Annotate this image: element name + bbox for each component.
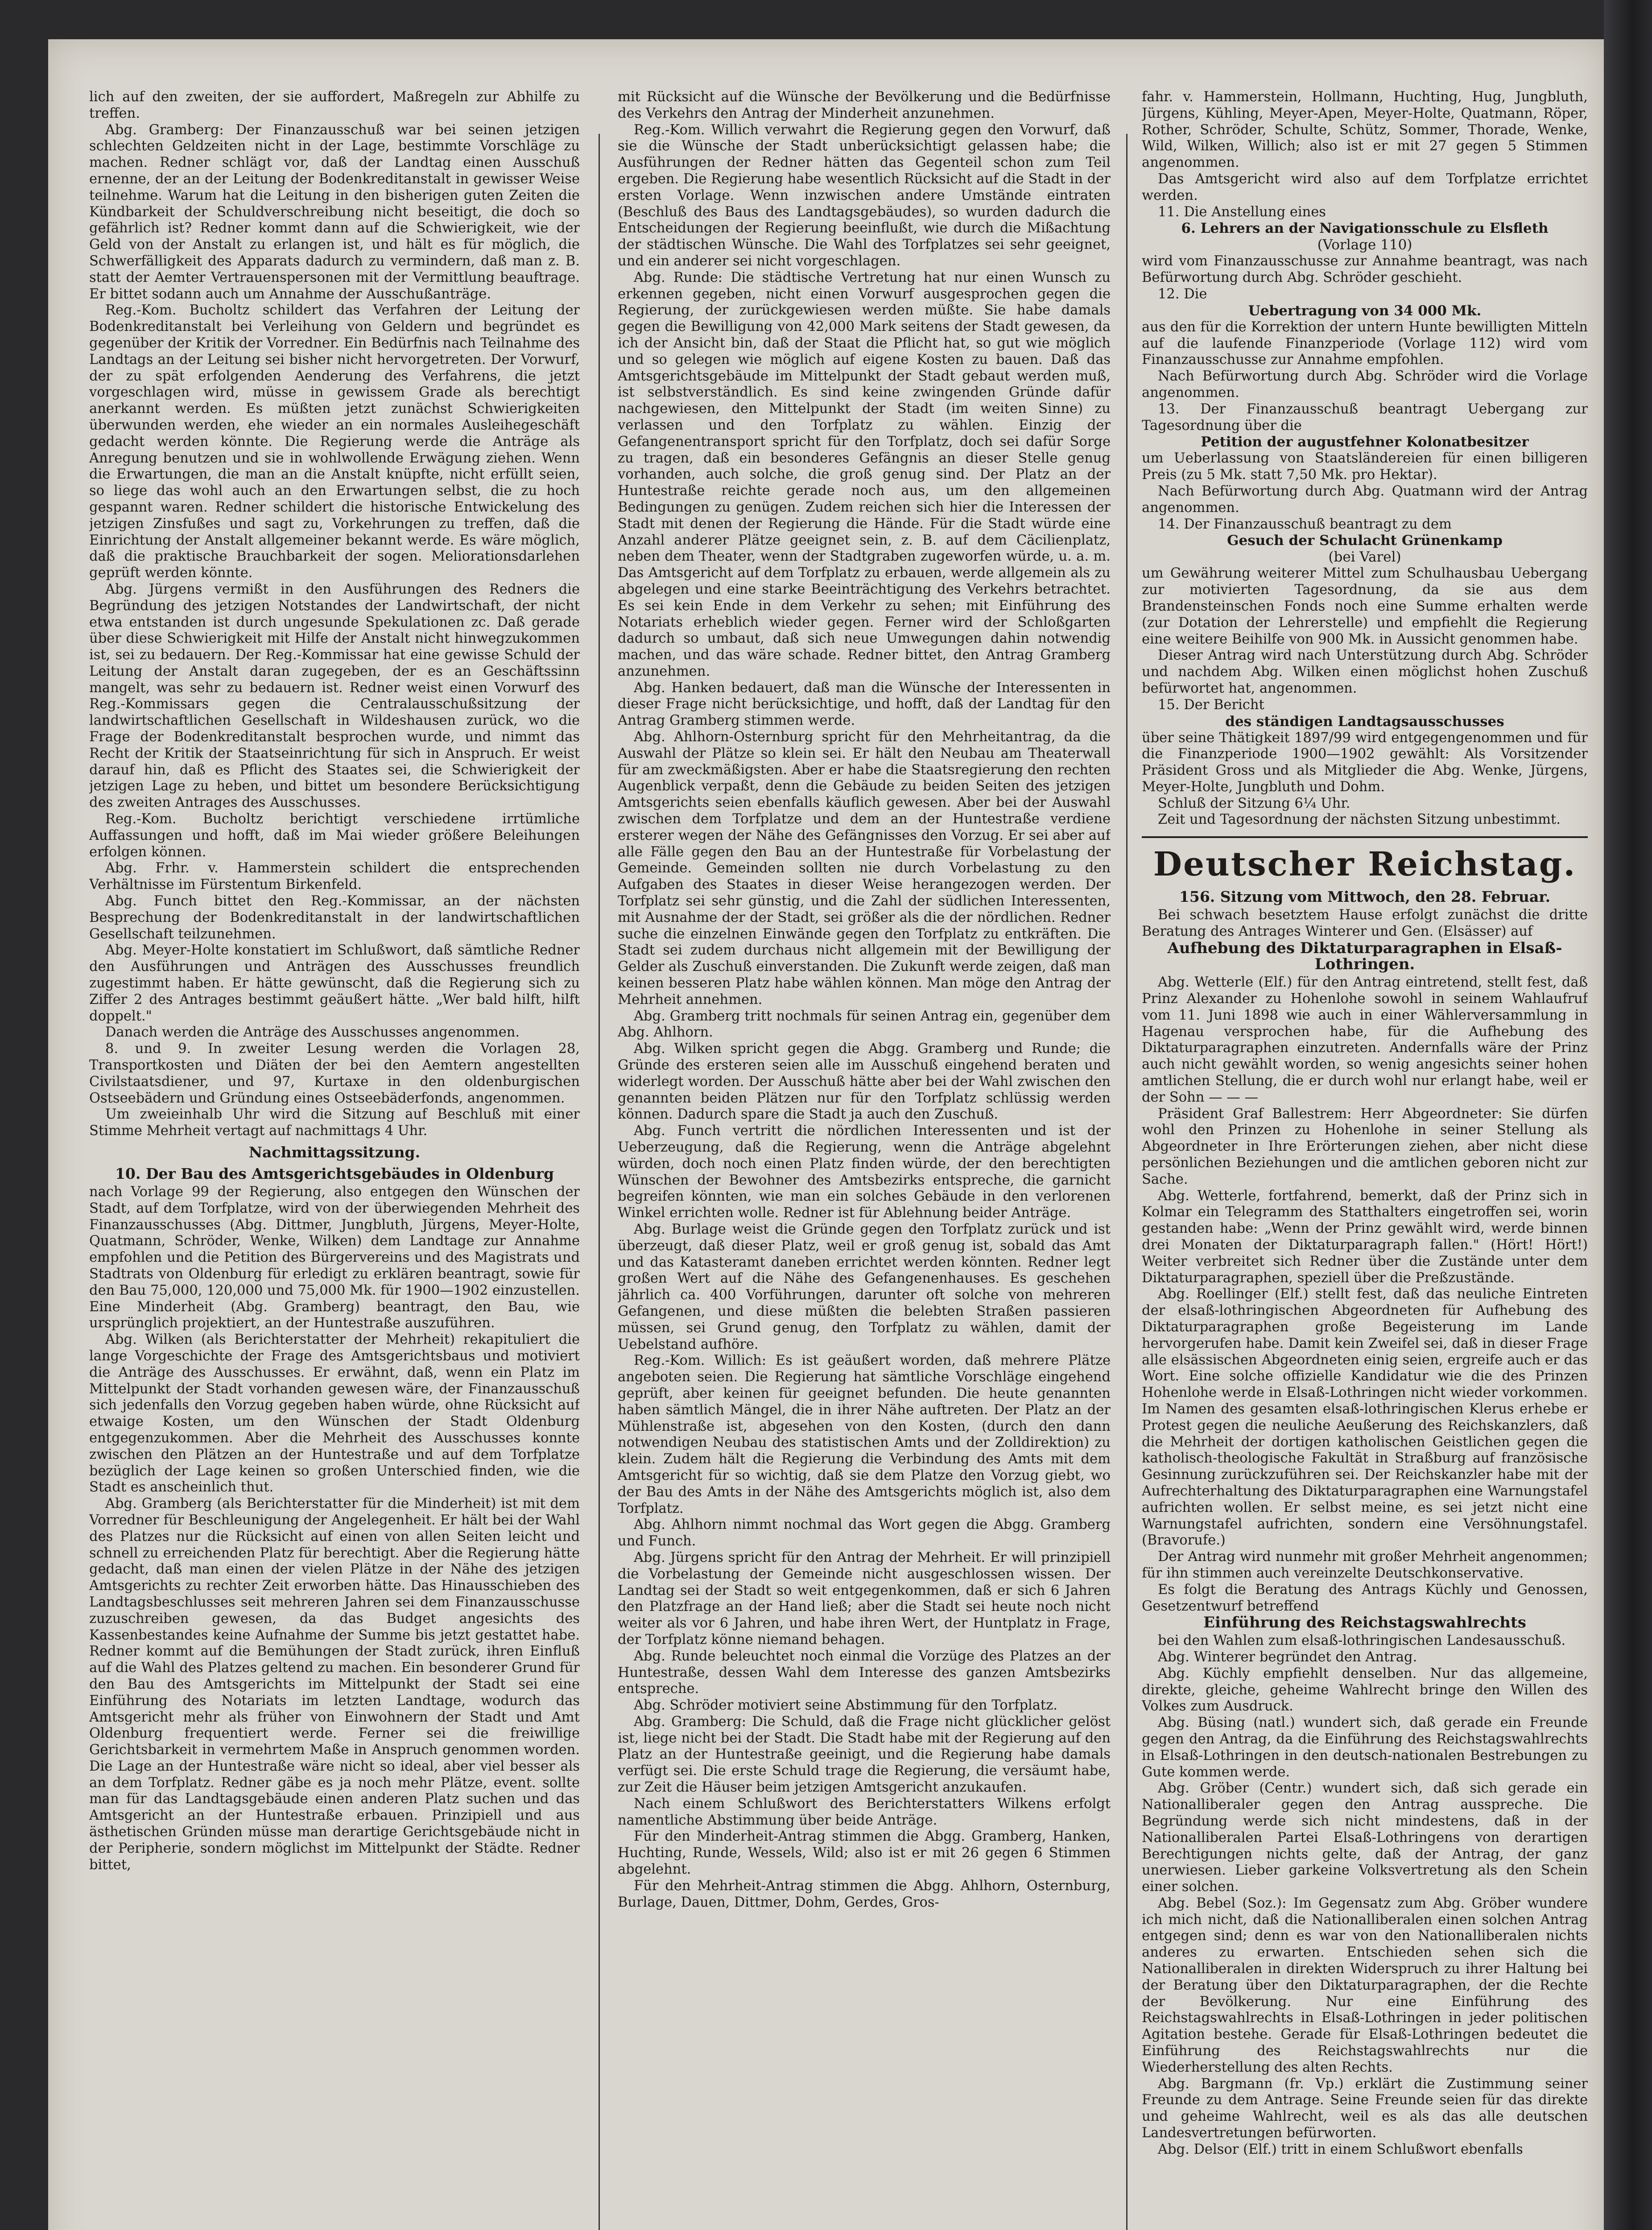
- paragraph: Präsident Graf Ballestrem: Herr Abgeordneter: Sie dürfen wohl den Prinzen zu Hohenlohe in seiner Stellung als Abgeordneter in Ihre Erörterungen ziehen, aber nicht diese persönlichen Beziehungen und die amtlichen geboren nicht zur Sache.: [1142, 1106, 1588, 1187]
- item-heading-committee: des ständigen Landtagsausschusses: [1225, 713, 1504, 730]
- paragraph: Für den Minderheit-Antrag stimmen die Abgg. Gramberg, Hanken, Huchting, Runde, Wessels, Wild; also ist er mit 26 gegen 6 Stimmen abgelehnt.: [618, 1829, 1111, 1878]
- paragraph: aus den für die Korrektion der untern Hunte bewilligten Mitteln auf die laufende Finanzperiode (Vorlage 112) wird vom Finanzausschusse zur Annahme empfohlen.: [1142, 319, 1588, 368]
- paragraph: Abg. Gramberg (als Berichterstatter für die Minderheit) ist mit dem Vorredner für Beschleunigung der Angelegenheit. Er hält bei der Wahl des Platzes nur die Rücksicht auf einen von allen Seiten leicht und schnell zu erreichenden Platz für berechtigt. Aber die Regierung hätte gedacht, daß man einen der vielen Plätze in der Nähe des jetzigen Amtsgerichts zu rechter Zeit erworben hätte. Das Hinausschieben des Landtagsbeschlusses seit mehreren Jahren sei dem Finanzausschusse zuzuschreiben gewesen, da das Budget angesichts des Kassenbestandes keine Aufnahme der Summe bis jetzt gestattet habe. Redner kommt auf die Bemühungen der Stadt zurück, ihren Einfluß auf die Wahl des Platzes geltend zu machen. Ein besonderer Grund für den Bau des Amtsgerichts im Mittelpunkt der Stadt sei eine Einführung des Notariats im letzten Landtage, wodurch das Amtsgericht mehr als früher von Einwohnern der Stadt und Amt Oldenburg frequentiert werde. Ferner sei die freiwillige Gerichtsbarkeit in vermehrtem Maße in Anspruch genommen worden. Die Lage an der Huntestraße wäre nicht so ideal, aber viel besser als an dem Torfplatz. Redner gäbe es ja noch mehr Plätze, event. sollte man für das Landtagsgebäude einen anderen Platz suchen und das Amtsgericht an der Huntestraße erbauen. Prinzipiell und aus ästhetischen Gründen müsse man derartige Gerichtsgebäude nicht in der Peripherie, sondern möglichst im Mittelpunkt der Städte. Redner bittet,: [89, 1496, 580, 1873]
- paragraph: Abg. Bebel (Soz.): Im Gegensatz zum Abg. Gröber wundere ich mich nicht, daß die Nationalliberalen einen solchen Antrag entgegen sind; denn es war von den Nationalliberalen nichts anderes zu erwarten. Entschieden sehen sich die Nationalliberalen in direkten Widerspruch zu ihrer Haltung bei der Beratung über den Diktaturparagraphen, der die Rechte der Bevölkerung. Nur eine Einführung des Reichstagswahlrechts in Elsaß-Lothringen in jeder politischen Agitation bestehe. Gerade für Elsaß-Lothringen bedeutet die Einführung des Reichstagswahlrechts nur die Wiederherstellung des alten Rechts.: [1142, 1895, 1588, 2075]
- paragraph: Für den Mehrheit-Antrag stimmen die Abgg. Ahlhorn, Osternburg, Burlage, Dauen, Dittmer, Dohm, Gerdes, Gros-: [618, 1878, 1111, 1910]
- paragraph: 13. Der Finanzausschuß beantragt Uebergang zur Tagesordnung über die: [1142, 401, 1588, 434]
- paragraph: Reg.-Kom. Bucholtz schildert das Verfahren der Leitung der Bodenkreditanstalt bei Verleihung von Geldern und begründet es gegenüber der Kritik der Vorredner. Ein Bedürfnis nach Teilnahme des Landtags an der Leitung sei bisher nicht hervorgetreten. Der Vorwurf, der zu spät erfolgenden Aenderung des Verfahrens, die jetzt vorgeschlagen wird, müsse in gewissem Grade als berechtigt anerkannt werden. Es müßten jetzt zunächst Schwierigkeiten überwunden werden, ehe wieder an ein normales Ausleihegeschäft gedacht werden könnte. Die Regierung werde die Anträge als Anregung benutzen und sie in wohlwollende Erwägung ziehen. Wenn die Erwartungen, die man an die Anstalt knüpfte, nicht erfüllt seien, so liege das wohl auch an den Erwartungen selbst, die zu hoch gespannt waren. Redner schildert die historische Entwickelung des jetzigen Zinsfußes und sagt zu, Vorkehrungen zu treffen, daß die Einrichtung der Anstalt allgemeiner bekannt werde. Es wäre möglich, daß die praktische Brauchbarkeit der sogen. Meliorationsdarlehen geprüft werden könnte.: [89, 302, 580, 581]
- paragraph: Abg. Winterer begründet den Antrag.: [1158, 1649, 1417, 1665]
- paragraph: Zeit und Tagesordnung der nächsten Sitzung unbestimmt.: [1158, 812, 1561, 828]
- section-heading-afternoon: Nachmittagssitzung.: [248, 1144, 421, 1161]
- paragraph: über seine Thätigkeit 1897/99 wird entgegengenommen und für die Finanzperiode 1900—1902 gewählt: Als Vorsitzender Präsident Gross und als Mitglieder die Abg. Wenke, Jürgens, Meyer-Holte, Jungbluth und Dohm.: [1142, 730, 1588, 795]
- paragraph: Dieser Antrag wird nach Unterstützung durch Abg. Schröder und nachdem Abg. Wilken einen möglichst hohen Zuschuß befürwortet hat, angenommen.: [1142, 648, 1588, 696]
- paragraph: Abg. Bargmann (fr. Vp.) erklärt die Zustimmung seiner Freunde zu dem Antrage. Seine Freunde seien für das direkte und geheime Wahlrecht, weil es als das alle deutschen Landesvertretungen befürworten.: [1142, 2076, 1588, 2141]
- paragraph: 11. Die Anstellung eines: [1158, 204, 1326, 220]
- paragraph: 15. Der Bericht: [1158, 697, 1264, 713]
- paragraph: Abg. Burlage weist die Gründe gegen den Torfplatz zurück und ist überzeugt, daß dieser Platz, weil er groß genug ist, sobald das Amt und das Katasteramt daneben errichtet werden könnten. Redner legt großen Wert auf die Nähe des Gefangenenhauses. Es geschehen jährlich ca. 400 Vorführungen, darunter oft solche von mehreren Gefangenen, und diese müßten die belebten Straßen passieren müssen, sei Grund genug, den Torfplatz zu wählen, damit der Uebelstand aufhöre.: [618, 1221, 1111, 1352]
- paragraph: 14. Der Finanzausschuß beantragt zu dem: [1158, 516, 1452, 532]
- paragraph: Bei schwach besetztem Hause erfolgt zunächst die dritte Beratung des Antrages Winterer und Gen. (Elsässer) auf: [1142, 907, 1588, 939]
- paragraph: Abg. Funch vertritt die nördlichen Interessenten und ist der Ueberzeugung, daß die Regierung, wenn die Anträge abgelehnt würden, doch noch einen Platz finden würde, der den berechtigten Wünschen der Bewohner des Amtsbezirks entspreche, die garnicht begreifen könnten, wie man ein solches Gebäude in den verlorenen Winkel errichten wolle. Redner ist für Ablehnung beider Anträge.: [618, 1123, 1111, 1221]
- paragraph: Schluß der Sitzung 6¼ Uhr.: [1158, 795, 1351, 811]
- item-heading-transfer: Uebertragung von 34 000 Mk.: [1248, 302, 1482, 319]
- section-heading-courthouse: 10. Der Bau des Amtsgerichtsgebäudes in Oldenburg: [115, 1165, 554, 1182]
- paragraph: Reg.-Kom. Willich verwahrt die Regierung gegen den Vorwurf, daß sie die Wünsche der Stadt unberücksichtigt gelassen habe; die Ausführungen der Redner hätten das Gegenteil schon zum Teil ergeben. Die Regierung habe wesentlich Rücksicht auf die Stadt in der ersten Vorlage. Wenn inzwischen andere Umstände eintraten (Beschluß des Baus des Landtagsgebäudes), so wurden dadurch die Entscheidungen der Regierung beeinflußt, wie durch die Mißachtung der städtischen Wünsche. Die Wahl des Torfplatzes sei sehr geeignet, und ein anderer sei nicht vorgeschlagen.: [618, 122, 1111, 269]
- paragraph: Abg. Jürgens vermißt in den Ausführungen des Redners die Begründung des jetzigen Notstandes der Landwirtschaft, der nicht etwa entstanden ist durch ungesunde Spekulationen zc. Daß gerade über diese Schwierigkeit mit Hilfe der Anstalt nicht hinwegzukommen ist, sei zu bedauern. Der Reg.-Kommissar hat eine gewisse Schuld der Leitung der Anstalt daran zugegeben, der es an Geschäftssinn mangelt, was sehr zu bedauern ist. Redner weist einen Vorwurf des Reg.-Kommissars gegen die Centralausschußsitzung der landwirtschaftlichen Gesellschaft in Wildeshausen zurück, wo die Frage der Bodenkreditanstalt besprochen wurde, und nimmt das Recht der Kritik der Staatseinrichtung für sich in Anspruch. Er weist darauf hin, daß es Pflicht des Staates sei, die Schwierigkeit der jetzigen Lage zu heben, und bittet um besondere Berücksichtigung des zweiten Antrages des Ausschusses.: [89, 581, 580, 811]
- paragraph: bei den Wahlen zum elsaß-lothringischen Landesausschuß.: [1158, 1633, 1566, 1649]
- paragraph: Das Amtsgericht wird also auf dem Torfplatze errichtet werden.: [1142, 171, 1588, 203]
- column-1: [89, 89, 580, 2230]
- book-binding-edge: [1604, 0, 1652, 2230]
- paragraph: Der Antrag wird nunmehr mit großer Mehrheit angenommen; für ihn stimmen auch vereinzelte Deutschkonservative.: [1142, 1549, 1588, 1581]
- paragraph: Reg.-Kom. Bucholtz berichtigt verschiedene irrtümliche Auffassungen und hofft, daß im Mai wieder größere Beleihungen erfolgen können.: [89, 811, 580, 860]
- paragraph: fahr. v. Hammerstein, Hollmann, Huchting, Hug, Jungbluth, Jürgens, Kühling, Meyer-Apen, Meyer-Holte, Quatmann, Röper, Rother, Schröder, Schulte, Schütz, Sommer, Thorade, Wenke, Wild, Wilken, Willich; also ist er mit 27 gegen 5 Stimmen angenommen.: [1142, 89, 1588, 171]
- paragraph: Abg. Ahlhorn nimmt nochmal das Wort gegen die Abgg. Gramberg und Funch.: [618, 1517, 1111, 1549]
- item-heading-note: (Vorlage 110): [1317, 237, 1412, 253]
- paragraph: mit Rücksicht auf die Wünsche der Bevölkerung und die Bedürfnisse des Verkehrs den Antrag der Minderheit anzunehmen.: [618, 89, 1111, 121]
- reichstag-masthead: Deutscher Reichstag.: [1153, 845, 1577, 884]
- paragraph: Abg. Jürgens spricht für den Antrag der Mehrheit. Er will prinzipiell die Vorbelastung der Gemeinde nicht ausgeschlossen wissen. Der Landtag sei der Stadt so weit entgegenkommen, daß er sich 6 Jahren den Platzfrage an der Hand ließ; aber die Stadt sei heute noch nicht weiter als vor 6 Jahren, und habe ihren Wert, der Huntplatz in Frage, der Torfplatz könne niemand behagen.: [618, 1549, 1111, 1648]
- paragraph: Abg. Meyer-Holte konstatiert im Schlußwort, daß sämtliche Redner den Ausführungen und Anträgen des Ausschusses freundlich zugestimmt haben. Er hätte gewünscht, daß die Regierung sich zu Ziffer 2 des Antrages bestimmt geäußert hätte. „Wer bald hilft, hilft doppelt.": [89, 942, 580, 1024]
- item-heading-note: (bei Varel): [1328, 549, 1401, 566]
- paragraph: Abg. Küchly empfiehlt denselben. Nur das allgemeine, direkte, gleiche, geheime Wahlrecht bringe den Willen des Volkes zum Ausdruck.: [1142, 1665, 1588, 1714]
- paragraph: Reg.-Kom. Willich: Es ist geäußert worden, daß mehrere Plätze angeboten seien. Die Regierung hat sämtliche Vorschläge eingehend geprüft, aber keinen für geeignet befunden. Die heute genannten haben sämtlich Mängel, die in ihrer Nähe auftreten. Der Platz an der Mühlenstraße ist, abgesehen von den Kosten, (durch den dann notwendigen Neubau des statistischen Amts und der Zolldirektion) zu klein. Zudem hält die Regierung die Verbindung des Amts mit dem Amtsgericht für so wichtig, daß sie dem Platze den Vorzug giebt, wo der Bau des Amts in der Nähe des Amtsgerichts möglich ist, also dem Torfplatz.: [618, 1353, 1111, 1516]
- paragraph: Abg. Runde: Die städtische Vertretung hat nur einen Wunsch zu erkennen gegeben, nicht einen Vorwurf ausgesprochen gegen die Regierung, der zurückgewiesen werden müßte. Sie habe damals gegen die Bewilligung von 42,000 Mark seitens der Stadt gewesen, da ich der Ansicht bin, daß der Staat die Pflicht hat, so gut wie möglich und so gelegen wie möglich auf eigene Kosten zu bauen. Daß das Amtsgerichtsgebäude im Mittelpunkt der Stadt gebaut werden muß, ist selbstverständlich. Es sind keine zwingenden Gründe dafür nachgewiesen, den Mittelpunkt der Stadt (im weiten Sinne) zu verlassen und den Torfplatz zu wählen. Einzig der Gefangenentransport spricht für den Torfplatz, doch sei dafür Sorge zu tragen, daß ein besonderes Gefängnis an dieser Stelle genug vorhanden, auch solche, die groß genug sind. Der Platz an der Huntestraße reichte gerade noch aus, um den allgemeinen Bedingungen zu genügen. Zudem reichen sich hier die Interessen der Stadt mit denen der Regierung die Hände. Für die Stadt würde eine Anzahl anderer Plätze geeignet sein, z. B. auf dem Cäcilienplatz, neben dem Theater, wenn der Stadtgraben zugeworfen würde, u. a. m. Das Amtsgericht auf dem Torfplatz zu erbauen, werde allgemein als zu abgelegen und eine starke Beeinträchtigung des Verkehrs betrachtet. Es sei kein Ende in dem Verkehr zu sehen; mit Einführung des Notariats erheblich wieder gegen. Ferner wird der Schloßgarten dadurch so umbaut, daß sich neue Umwegungen dahin notwendig machen, und das wäre schade. Redner bittet, den Antrag Gramberg anzunehmen.: [618, 269, 1111, 679]
- paragraph: Abg. Gramberg: Die Schuld, daß die Frage nicht glücklicher gelöst ist, liege nicht bei der Stadt. Die Stadt habe mit der Regierung auf den Platz an der Huntestraße geeinigt, und die Regierung habe damals verfügt sei. Die erste Schuld trage die Regierung, die versäumt habe, zur Zeit die Häuser beim jetzigen Amtsgericht anzukaufen.: [618, 1714, 1111, 1796]
- paragraph: Abg. Büsing (natl.) wundert sich, daß gerade ein Freunde gegen den Antrag, da die Einführung des Reichstagswahlrechts in Elsaß-Lothringen in den deutsch-nationalen Bestrebungen zu Gute kommen werde.: [1142, 1715, 1588, 1780]
- paragraph: lich auf den zweiten, der sie auffordert, Maßregeln zur Abhilfe zu treffen.: [89, 89, 580, 121]
- paragraph: Abg. Roellinger (Elf.) stellt fest, daß das neuliche Eintreten der elsaß-lothringischen Abgeordneten für Aufhebung des Diktaturparagraphen große Begeisterung im Lande hervorgerufen habe. Damit kein Zweifel sei, daß in dieser Frage alle elsässischen Abgeordneten einig seien, ergreife auch er das Wort. Eine solche offizielle Kandidatur wie die des Prinzen Hohenlohe werde in Elsaß-Lothringen nicht wieder vorkommen. Im Namen des gesamten elsaß-lothringischen Klerus erhebe er Protest gegen die neuliche Aeußerung des Reichskanzlers, daß die Mehrheit der dortigen katholischen Geistlichen gegen die katholisch-theologische Fakultät in Straßburg auf französische Gesinnung zurückzuführen sei. Der Reichskanzler habe mit der Aufrechterhaltung des Diktaturparagraphen eine Warnungstafel aufrichten wollen. Er selbst meine, es sei jetzt nicht eine Warnungstafel aufrichten, sondern eine Versöhnungstafel. (Bravorufe.): [1142, 1286, 1588, 1549]
- column-2: [618, 89, 1111, 2230]
- paragraph: Abg. Hanken bedauert, daß man die Wünsche der Interessenten in dieser Frage nicht berücksichtige, und hofft, daß der Landtag für den Antrag Gramberg stimmen werde.: [618, 680, 1111, 729]
- paragraph: Abg. Gramberg: Der Finanzausschuß war bei seinen jetzigen schlechten Geldzeiten nicht in der Lage, bestimmte Vorschläge zu machen. Redner schlägt vor, daß der Landtag einen Ausschuß ernenne, der an der Leitung der Bodenkreditanstalt in gewisser Weise teilnehme. Warum hat die Leitung in den bisherigen guten Zeiten die Kündbarkeit der Schuldverschreibung nicht beseitigt, die doch so gefährlich ist? Redner kommt dann auf die Schwierigkeit, wie der Geld von der Anstalt zu erlangen ist, und hält es für möglich, die Schwerfälligkeit des Apparats dadurch zu vermindern, daß man z. B. statt der Aemter Vertrauenspersonen mit der Vermittlung beauftrage. Er bittet sodann auch um Annahme der Ausschußanträge.: [89, 122, 580, 302]
- column-3: [1142, 89, 1588, 2230]
- paragraph: Abg. Wetterle, fortfahrend, bemerkt, daß der Prinz sich in Kolmar ein Telegramm des Statthalters eingetroffen sei, worin gestanden habe: „Wenn der Prinz gewählt wird, werde binnen drei Monaten der Diktaturparagraph fallen." (Hört! Hört!) Weiter verbreitet sich Redner über die Zustände unter dem Diktaturparagraphen, speziell über die Preßzustände.: [1142, 1188, 1588, 1286]
- paragraph: Nach Befürwortung durch Abg. Schröder wird die Vorlage angenommen.: [1142, 368, 1588, 401]
- item-heading-petition: Petition der augustfehner Kolonatbesitzer: [1201, 434, 1529, 450]
- paragraph: Abg. Delsor (Elf.) tritt in einem Schlußwort ebenfalls: [1158, 2141, 1523, 2157]
- paragraph: Abg. Runde beleuchtet noch einmal die Vorzüge des Platzes an der Huntestraße, dessen Wahl dem Interesse des ganzen Amtsbezirks entspreche.: [618, 1648, 1111, 1697]
- paragraph: Es folgt die Beratung des Antrags Küchly und Genossen, Gesetzentwurf betreffend: [1142, 1582, 1588, 1614]
- paragraph: Nach Befürwortung durch Abg. Quatmann wird der Antrag angenommen.: [1142, 483, 1588, 516]
- column-rule-left: [599, 134, 600, 2230]
- column-rule-right: [1126, 134, 1127, 2230]
- subheading-dictatorship-paragraph: Aufhebung des Diktaturparagraphen in Elsaß-Lothringen.: [1167, 939, 1562, 974]
- paragraph: 8. und 9. In zweiter Lesung werden die Vorlagen 28, Transportkosten und Diäten der bei den Aemtern angestellten Civilstaatsdiener, und 97, Kurtaxe in den oldenburgischen Ostseebädern und Gründung eines Ostseebäderfonds, angenommen.: [89, 1041, 580, 1106]
- paragraph: Abg. Funch bittet den Reg.-Kommissar, an der nächsten Besprechung der Bodenkreditanstalt in der landwirtschaftlichen Gesellschaft teilzunehmen.: [89, 893, 580, 942]
- item-heading-school-request: Gesuch der Schulacht Grünenkamp: [1227, 533, 1503, 549]
- paragraph: Abg. Wetterle (Elf.) für den Antrag eintretend, stellt fest, daß Prinz Alexander zu Hohenlohe sowohl in seinem Wahlaufruf vom 11. Juni 1898 wie auch in einer Wählerversammlung in Hagenau versprochen habe, für die Aufhebung des Diktaturparagraphen einzutreten. Andernfalls wäre der Prinz auch nicht gewählt worden, so wenig angesichts seiner hohen amtlichen Stellung, die er durch wohl nur erlangt habe, weil er der Sohn — — —: [1142, 975, 1588, 1105]
- paragraph: Um zweieinhalb Uhr wird die Sitzung auf Beschluß mit einer Stimme Mehrheit vertagt auf nachmittags 4 Uhr.: [89, 1107, 580, 1139]
- paragraph: Abg. Wilken spricht gegen die Abgg. Gramberg und Runde; die Gründe des ersteren seien alle im Ausschuß eingehend beraten und widerlegt worden. Der Ausschuß hätte aber bei der Wahl zwischen den genannten beiden Plätzen nur für den Torfplatz schlüssig werden können. Dadurch spare die Stadt ja auch den Zuschuß.: [618, 1041, 1111, 1123]
- paragraph: wird vom Finanzausschusse zur Annahme beantragt, was nach Befürwortung durch Abg. Schröder geschieht.: [1142, 253, 1588, 286]
- section-divider: [1142, 836, 1588, 838]
- paragraph: Danach werden die Anträge des Ausschusses angenommen.: [105, 1024, 520, 1041]
- paragraph: Abg. Wilken (als Berichterstatter der Mehrheit) rekapituliert die lange Vorgeschichte der Frage des Amtsgerichtsbaus und motiviert die Anträge des Ausschusses. Er erwähnt, daß, wenn ein Platz im Mittelpunkt der Stadt vorhanden gewesen wäre, der Finanzausschuß sich jedenfalls den Vorzug gegeben haben würde, ohne Rücksicht auf etwaige Kosten, um den Wünschen der Stadt Oldenburg entgegenzukommen. Aber die Mehrheit des Ausschusses konnte zwischen den Plätzen an der Huntestraße und auf dem Torfplatze bezüglich der Lage keinen so großen Unterschied finden, wie die Stadt es anscheinlich thut.: [89, 1332, 580, 1495]
- paragraph: Nach einem Schlußwort des Berichterstatters Wilkens erfolgt namentliche Abstimmung über beide Anträge.: [618, 1796, 1111, 1828]
- paragraph: um Ueberlassung von Staatsländereien für einen billigeren Preis (zu 5 Mk. statt 7,50 Mk. pro Hektar).: [1142, 450, 1588, 483]
- paragraph: Abg. Ahlhorn-Osternburg spricht für den Mehrheitantrag, da die Auswahl der Plätze so klein sei. Er hält den Neubau am Theaterwall für am zweckmäßigsten. Aber er habe die Staatsregierung den rechten Augenblick verpaßt, denn die Gebäude zu beiden Seiten des jetzigen Amtsgerichts seien ebenfalls käuflich gewesen. Aber bei der Auswahl zwischen dem Torfplatze und dem an der Huntestraße verdiene ersterer wegen der Nähe des Gefängnisses den Vorzug. Er sei aber auf alle Fälle gegen den Bau an der Huntestraße für Vorbelastung der Gemeinde. Gemeinden sollten nie durch Vorbelastung zu den Aufgaben des Staates in dieser Weise herangezogen werden. Der Torfplatz sei sehr günstig, und die Zahl der südlichen Interessenten, mit Ausnahme der der Stadt, sei größer als die der nördlichen. Redner suche die einzelnen Einwände gegen den Torfplatz zu entkräften. Die Stadt sei zudem durchaus nicht allgemein mit der Bewilligung der Gelder als Zuschuß einverstanden. Die Zukunft werde zeigen, daß man keinen besseren Platz habe wählen können. Man möge den Antrag der Mehrheit annehmen.: [618, 729, 1111, 1008]
- session-heading: 156. Sitzung vom Mittwoch, den 28. Februar.: [1179, 888, 1551, 906]
- item-heading-navigation-school: 6. Lehrers an der Navigationsschule zu Elsfleth: [1181, 220, 1549, 237]
- paragraph: Abg. Schröder motiviert seine Abstimmung für den Torfplatz.: [634, 1697, 1057, 1714]
- paragraph: 12. Die: [1158, 286, 1207, 302]
- paragraph: Abg. Gramberg tritt nochmals für seinen Antrag ein, gegenüber dem Abg. Ahlhorn.: [618, 1008, 1111, 1041]
- subheading-suffrage: Einführung des Reichstagswahlrechts: [1203, 1614, 1526, 1632]
- paragraph: Abg. Frhr. v. Hammerstein schildert die entsprechenden Verhältnisse im Fürstentum Birkenfeld.: [89, 860, 580, 893]
- paragraph: nach Vorlage 99 der Regierung, also entgegen den Wünschen der Stadt, auf dem Torfplatze, wird von der überwiegenden Mehrheit des Finanzausschusses (Abg. Dittmer, Jungbluth, Jürgens, Meyer-Holte, Quatmann, Schröder, Wenke, Wilken) dem Landtage zur Annahme empfohlen und die Petition des Bürgervereins und des Magistrats und Stadtrats von Oldenburg für erledigt zu erklären beantragt, sowie für den Bau 75,000, 120,000 und 75,000 Mk. für 1900—1902 einzustellen. Eine Minderheit (Abg. Gramberg) beantragt, den Bau, wie ursprünglich projektiert, an der Huntestraße auszuführen.: [89, 1184, 580, 1331]
- paragraph: um Gewährung weiterer Mittel zum Schulhausbau Uebergang zur motivierten Tagesordnung, da sie aus dem Brandensteinschen Fonds noch eine Summe erhalten werde (zur Dotation der Lehrerstelle) und empfiehlt die Regierung eine weitere Beihilfe von 900 Mk. in Aussicht genommen habe.: [1142, 566, 1588, 647]
- paragraph: Abg. Gröber (Centr.) wundert sich, daß sich gerade ein Nationalliberaler gegen den Antrag ausspreche. Die Begründung werde sich nicht mindestens, daß in der Nationalliberalen Partei Elsaß-Lothringens von derartigen Berechtigungen nichts gelte, daß der Antrag, der ganz unerwiesen. Lieber garkeine Volksvertretung als den Schein einer solchen.: [1142, 1780, 1588, 1895]
